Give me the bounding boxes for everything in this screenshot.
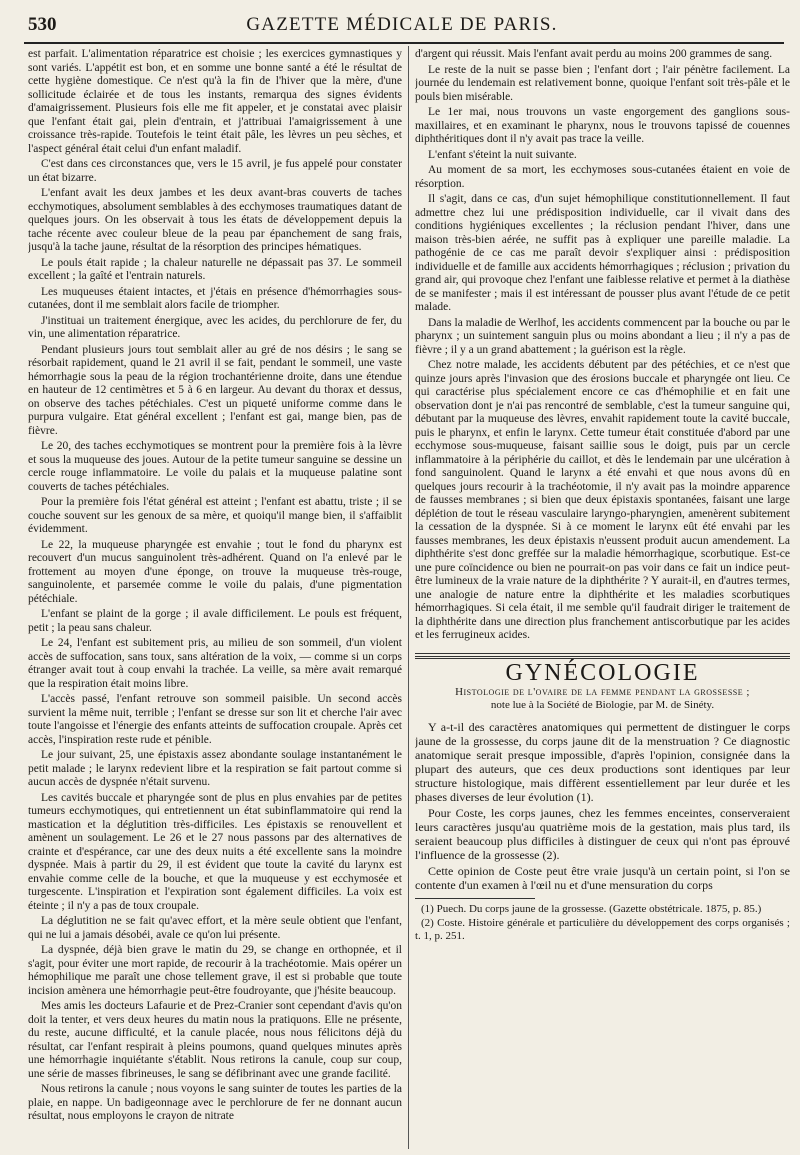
footnote: (2) Coste. Histoire générale et particulière du développement des corps organisés ; t. 1, p. 251. (415, 917, 790, 942)
paragraph: C'est dans ces circonstances que, vers le 15 avril, je fus appelé pour constater un état bizarre. (28, 158, 402, 184)
paragraph: J'instituai un traitement énergique, avec les acides, du perchlorure de fer, du vin, une alimentation réparatrice. (28, 314, 402, 340)
paragraph: Le 22, la muqueuse pharyngée est envahie ; tout le fond du pharynx est recouvert d'un mucus sanguinolent très-adhérent. Quand on l'a enlevé par le frottement au moyen d'une éponge, on trouve la muqueuse très-rouge, sanguinolente, et parsemée comme le voile du palais, d'une pigmentation pétéchiale. (28, 538, 402, 605)
page-number: 530 (28, 14, 57, 35)
header-rule (24, 42, 784, 44)
section-rule (415, 653, 790, 654)
paragraph: Le 20, des taches ecchymotiques se montrent pour la première fois à la lèvre et sous la muqueuse des joues. Autour de la petite tumeur sanguine se dessine un cercle rouge inflammatoire. Le voile du palais et la muqueuse palatine sont couverts de taches pétéchiales. (28, 440, 402, 493)
column-divider (408, 46, 409, 1149)
left-column (28, 48, 402, 1149)
section-title: GYNÉCOLOGIE (505, 659, 700, 686)
paragraph: La dyspnée, déjà bien grave le matin du 29, se change en orthopnée, et il s'agit, pour éviter une mort rapide, de recourir à la trachéotomie. Mais opérer un hémophilique me paraît une chose tellement grave, il est si probable que toute incision amènera une hémorrhagie peut-être foudroyante, que j'hésite beaucoup. (28, 944, 402, 997)
paragraph: Dans la maladie de Werlhof, les accidents commencent par la bouche ou par le pharynx ; un suintement sanguin plus ou moins abondant a lieu ; il n'y a pas de fièvre ; il y a un grand abattement ; la guérison est la règle. (415, 316, 790, 356)
footnotes (415, 903, 790, 943)
paragraph: L'enfant avait les deux jambes et les deux avant-bras couverts de taches ecchymotiques, absolument semblables à des ecchymoses traumatiques datant de quelques jours. On les observait à tous les états de développement depuis la tache récente avec couleur bleue de la peau par épanchement de sang frais, jusqu'à la tache jaune, résultat de la résorption des principes hématiques. (28, 187, 402, 253)
paragraph: Il s'agit, dans ce cas, d'un sujet hémophilique constitutionnellement. Il faut admettre chez lui une prédisposition individuelle, car il vivait dans des conditions hygiéniques excellentes ; la réclusion pendant l'hiver, dans une maison très-bien aérée, ne suffit pas à expliquer une pareille maladie. La pathogénie de ce cas me paraît devoir s'expliquer ainsi : prédisposition individuelle et de famille aux accidents hémorrhagiques ; réclusion ; privation du grand air, qui provoque chez l'enfant une faiblesse relative et permet à la diathèse de se manifester ; mais il est intéressant de pousser plus avant l'étude de ce petit malade. (415, 193, 790, 313)
article-title (415, 686, 790, 712)
paragraph: est parfait. L'alimentation réparatrice est choisie ; les exercices gymnastiques y sont variés. L'appétit est bon, et en somme une bonne santé a été le résultat de cette hygiène domestique. Ce n'est qu'à la fin de l'hiver que la mère, d'une sollicitude éclairée et de tous les instants, remarqua des signes évidents d'amaigrissement. Plusieurs fois elle me fit appeler, et je constatai avec plaisir que l'enfant était gai, plein d'entrain, et j'attribuai l'amaigrissement à une croissance très-rapide. Toutefois le teint était pâle, les lèvres un peu sèches, et l'aspect général était celui d'un enfant maladif. (28, 48, 402, 155)
paragraph: Le reste de la nuit se passe bien ; l'enfant dort ; l'air pénètre facilement. La journée du lendemain est relativement bonne, quoique l'enfant soit très-pâle et le pouls bien misérable. (415, 63, 790, 103)
section-rule-double (415, 656, 790, 659)
paragraph: Le 24, l'enfant est subitement pris, au milieu de son sommeil, d'un violent accès de suffocation, sans toux, sans altération de la voix, — comme si un corps étranger avait tout à coup envahi la trachée. La veille, sa mère avait remarqué que la respiration était moins libre. (28, 637, 402, 690)
paragraph: L'accès passé, l'enfant retrouve son sommeil paisible. Un second accès survient la même nuit, terrible ; l'enfant se dresse sur son lit et cherche l'air avec toute l'angoisse et l'énergie des enfants atteints de suffocation croupale. Après cet accès, l'inspiration reste rude et pénible. (28, 693, 402, 746)
paragraph: Pour la première fois l'état général est atteint ; l'enfant est abattu, triste ; il se couche souvent sur les genoux de sa mère, et quoiqu'il mange bien, il s'affaiblit évidemment. (28, 496, 402, 535)
paragraph: Pour Coste, les corps jaunes, chez les femmes enceintes, conserveraient leurs caractères jusqu'au quatrième mois de la gestation, mais plus tard, ils seraient beaucoup plus difficiles à distinguer de ceux qui n'ont pas éprouvé l'influence de la grossesse (2). (415, 806, 790, 862)
running-title: GAZETTE MÉDICALE DE PARIS. (246, 14, 558, 35)
page-header (28, 14, 776, 36)
paragraph: Pendant plusieurs jours tout semblait aller au gré de nos désirs ; le sang se résorbait rapidement, quand le 21 avril il se fait, pendant le sommeil, une vaste hémorrhagie sous la peau de la région trochantérienne droite, dans une étendue en hauteur de 12 centimètres et 5 à 6 en largeur. Au devant du thorax et dessus, on observe des taches pétéchiales. C'est un piqueté uniforme comme dans le purpura vulgaire. Etat général excellent ; l'enfant est gai, mange bien, pas de fièvre. (28, 343, 402, 437)
paragraph: Les cavités buccale et pharyngée sont de plus en plus envahies par de petites tumeurs ecchymotiques, qui entretiennent un état subinflammatoire qui rend la mastication et la déglutition très-difficiles. Les épistaxis se renouvellent et amènent un soulagement. Le 26 et le 27 nous passons par des alternatives de crainte et d'espérance, car une des deux nuits a été excellente sans la moindre dyspnée. Mais à partir du 29, il est évident que toute la cavité du larynx est envahie comme celle de la bouche, et que la muqueuse y est ecchymosée et turgescente. L'inspiration et l'expiration sont également difficiles. La voix est éteinte ; il n'y a pas de toux croupale. (28, 791, 402, 912)
paragraph: Chez notre malade, les accidents débutent par des pétéchies, et ce n'est que quinze jours après l'invasion que des érosions buccale et pharyngée ont lieu. Ce qui caractérise plus spécialement encore ce cas d'hémophilie et en fait une observation dont je n'ai pas rencontré de semblable, c'est la tumeur sanguine qui, débutant par la muqueuse des lèvres, envahit rapidement toute la cavité buccale, puis le pharynx, et enfin le larynx. Cette tumeur était constituée d'abord par une ecchymose sous-muqueuse, faisant saillie sous le doigt, puis par un cercle inflammatoire à la périphérie du caillot, et dès le lendemain par une ulcération à fond sanguinolent. Quand le larynx a été envahi et que nous avons dû en quelques jours recourir à la trachéotomie, il n'y avait pas la moindre apparence de fausses membranes ; si bien que deux épistaxis spontanées, faisant une large déplétion de tout le réseau vasculaire laryngo-pharyngien, amenèrent subitement la cessation de la dyspnée. Si à ce moment le larynx eût été envahi par les fausses membranes, les deux épistaxis n'eussent produit aucun amendement. La diphthérite s'est donc greffée sur la maladie hémorrhagique, scorbutique. Est-ce une pure coïncidence ou bien ne pourrait-on pas voir dans ce fait un indice peut-être lumineux de la vraie nature de la diphthérite ? Y aurait-il, en d'autres termes, une analogie de nature entre la diphthérite et les maladies scorbutiques hémorrhagiques. Si cela était, il me semble qu'il faudrait diriger le traitement de la diphthérite dans une direction plus franchement antiscorbutique par les acides et les ferrugineux acides. (415, 359, 790, 641)
paragraph: L'enfant se plaint de la gorge ; il avale difficilement. Le pouls est fréquent, petit ; la peau sans chaleur. (28, 608, 402, 634)
paragraph: Le 1er mai, nous trouvons un vaste engorgement des ganglions sous-maxillaires, et en examinant le pharynx, nous le trouvons tapissé de couennes diphthéritiques dont il n'y avait pas trace la veille. (415, 106, 790, 145)
paragraph: Au moment de sa mort, les ecchymoses sous-cutanées étaient en voie de résorption. (415, 164, 790, 190)
paragraph: Le pouls était rapide ; la chaleur naturelle ne dépassait pas 37. Le sommeil excellent ; la gaîté et l'entrain naturels. (28, 256, 402, 282)
footnote-rule (415, 898, 535, 899)
footnote: (1) Puech. Du corps jaune de la grossesse. (Gazette obstétricale. 1875, p. 85.) (421, 903, 762, 915)
article-body (415, 720, 790, 892)
paragraph: Y a-t-il des caractères anatomiques qui permettent de distinguer le corps jaune de la grossesse, du corps jaune dit de la menstruation ? Ce diagnostic anatomique serait presque impossible, d'après l'opinion, consignée dans la plupart des auteurs, que ces deux productions sont identiques par leur structure histologique, mais diffèrent essentiellement par leur durée et les phases diverses de leur évolution (1). (415, 720, 790, 804)
paragraph: La déglutition ne se fait qu'avec effort, et la mère seule obtient que l'enfant, qui ne lui a jamais désobéi, avale ce qu'on lui présente. (28, 915, 402, 941)
paragraph: Le jour suivant, 25, une épistaxis assez abondante soulage instantanément le petit malade ; le larynx redevient libre et la respiration se fait partout comme si aucun accès de dyspnée n'était survenu. (28, 749, 402, 788)
paragraph: d'argent qui réussit. Mais l'enfant avait perdu au moins 200 grammes de sang. (415, 48, 773, 60)
paragraph: L'enfant s'éteint la nuit suivante. (428, 148, 577, 161)
article-subtitle: note lue à la Société de Biologie, par M. de Sinéty. (490, 699, 715, 711)
article-title-main: Histologie de l'ovaire de la femme pendant la grossesse ; (455, 686, 750, 698)
paragraph: Cette opinion de Coste peut être vraie jusqu'à un certain point, si l'on se contente d'un examen à l'œil nu et d'une mensuration du corps (415, 864, 790, 892)
paragraph: Nous retirons la canule ; nous voyons le sang suinter de toutes les parties de la plaie, en nappe. Un badigeonnage avec le perchlorure de fer ne donnant aucun résultat, nous employons le crayon de nitrate (28, 1083, 402, 1122)
paragraph: Les muqueuses étaient intactes, et j'étais en présence d'hémorrhagies sous-cutanées, dont il me semblait alors facile de triompher. (28, 285, 402, 311)
right-column (415, 48, 790, 1149)
paragraph: Mes amis les docteurs Lafaurie et de Prez-Cranier sont cependant d'avis qu'on doit la tenter, et vers deux heures du matin nous la pratiquons. Elle ne présente, du reste, aucune difficulté, et la canule placée, nous nous félicitons déjà du résultat, car l'enfant respirait à pleins poumons, quand quelques minutes après une hémorrhagie inquiétante s'établit. Nous retirons la canule, coup sur coup, une série de masses fibrineuses, le sang se défibrinant avec une grande facilité. (28, 1000, 402, 1080)
